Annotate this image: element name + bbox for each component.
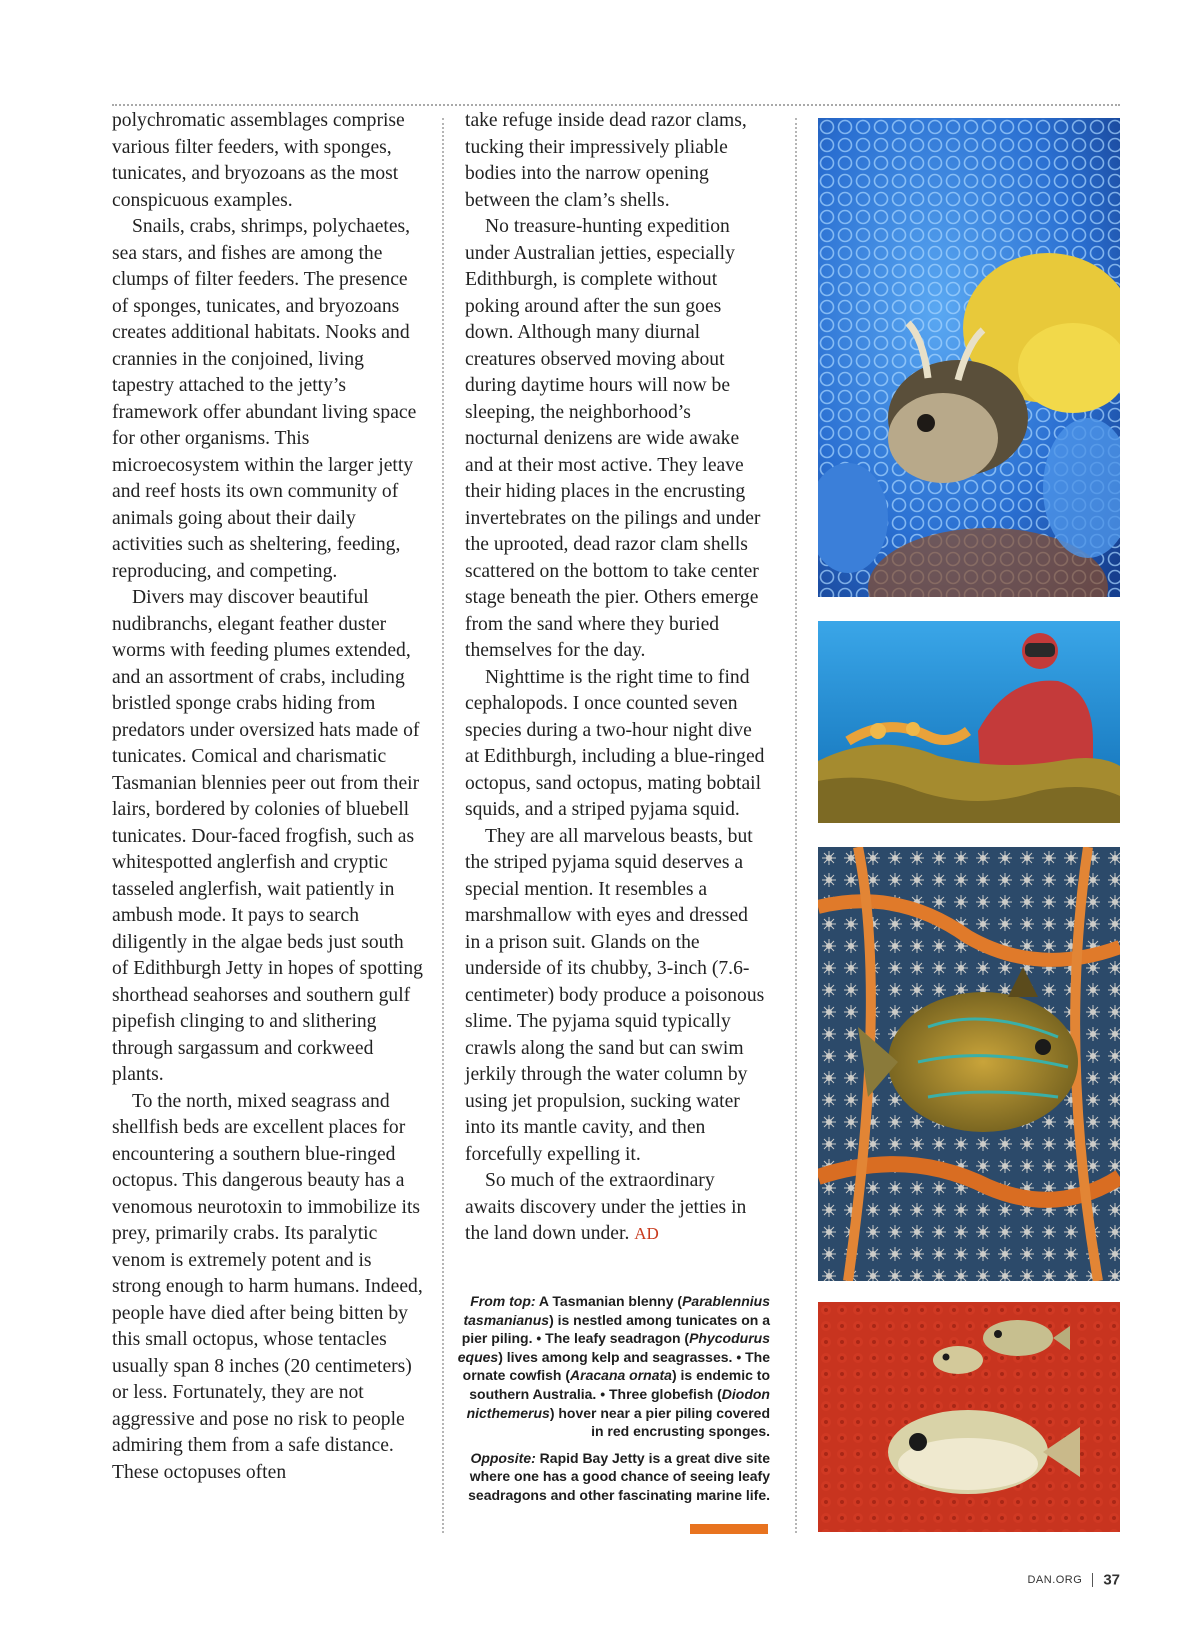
column-divider bbox=[795, 118, 797, 1533]
species-name: Parablennius tasmanianus bbox=[463, 1293, 770, 1328]
paragraph: Divers may discover beautiful nudibranchs, elegant feather duster worms with feeding plumes extended, and an assortment of crabs, including bristled sponge crabs hiding from predators under oversized hats made of tunicates. Comical and charismatic Tasmanian blennies peer out from their lairs, bordered by colonies of bluebell tunicates. Dour-faced frogfish, such as whitespotted anglerfish and cryptic tasseled anglerfish, wait patiently in ambush mode. It pays to search diligently in the algae beds just south of Edithburgh Jetty in hopes of spotting shorthead seahorses and southern gulf pipefish clinging to and slithering through sargassum and corkweed plants. bbox=[112, 587, 423, 1085]
caption-text: ) lives among kelp and seagrasses. • The ornate cowfish ( bbox=[462, 1348, 770, 1384]
cowfish-photo-illustration bbox=[818, 847, 1120, 1281]
caption-text: ) hover near a pier piling covered in red encrusting sponges. bbox=[549, 1404, 770, 1440]
end-mark: AD bbox=[634, 1224, 659, 1243]
paragraph: They are all marvelous beasts, but the striped pyjama squid deserves a special mention. It resembles a marshmallow with eyes and dressed in a prison suit. Glands on the underside of its chubby, 3-inch (7.6-centimeter) body produce a poisonous slime. The pyjama squid typically crawls along the sand but can swim jerkily through the water column by using jet propulsion, sucking water into its mantle cavity, and then forcefully expelling it. bbox=[465, 825, 765, 1165]
paragraph: No treasure-hunting expedition under Australian jetties, especially Edithburgh, is complete without poking around after the sun goes down. Although many diurnal creatures observed moving about during daytime hours will now be sleeping, the neighborhood’s nocturnal denizens are wide awake and at their most active. They leave their hiding places in the encrusting invertebrates on the pilings and under the uprooted, dead razor clam shells scattered on the bottom to take center stage beneath the pier. Others emerge from the sand where they buried themselves for the day. bbox=[465, 216, 761, 661]
site-name: DAN.ORG bbox=[1027, 1573, 1083, 1586]
page-number: 37 bbox=[1103, 1571, 1120, 1589]
footer-separator bbox=[1092, 1573, 1093, 1587]
paragraph bbox=[465, 1168, 765, 1248]
photo-caption bbox=[452, 1292, 770, 1513]
paragraph: Nighttime is the right time to find cephalopods. I once counted seven species during a two-hour night dive at Edithburgh, including a blue-ringed octopus, sand octopus, mating bobtail squids, and a striped pyjama squid. bbox=[465, 666, 765, 820]
accent-bar bbox=[690, 1524, 768, 1534]
globefish-photo-illustration bbox=[818, 1302, 1120, 1532]
paragraph: polychromatic assemblages comprise various filter feeders, with sponges, tunicates, and bryozoans as the most conspicuous examples. bbox=[112, 110, 405, 211]
paragraph: take refuge inside dead razor clams, tucking their impressively pliable bodies into the narrow opening between the clam’s shells. bbox=[465, 110, 747, 211]
photo-tasmanian-blenny bbox=[818, 118, 1120, 597]
paragraph-text: So much of the extraordinary awaits discovery under the jetties in the land down under. bbox=[465, 1170, 747, 1244]
caption-text: A Tasmanian blenny ( bbox=[535, 1293, 683, 1309]
species-name: Aracana ornata bbox=[570, 1367, 672, 1384]
page-footer bbox=[1027, 1571, 1120, 1589]
photo-globefish bbox=[818, 1302, 1120, 1532]
caption-opposite bbox=[452, 1449, 770, 1505]
caption-text: ) is nestled among tunicates on a pier piling. • The leafy seadragon ( bbox=[461, 1311, 770, 1347]
column-divider bbox=[442, 118, 444, 1533]
caption-text: ) is endemic to southern Australia. • Three globefish ( bbox=[469, 1367, 770, 1402]
species-name: Diodon nicthemerus bbox=[466, 1385, 770, 1421]
paragraph: To the north, mixed seagrass and shellfish beds are excellent places for encountering a southern blue-ringed octopus. This dangerous beauty has a venomous neurotoxin to immobilize its prey, primarily crabs. Its paralytic venom is extremely potent and is strong enough to harm humans. Indeed, people have died after being bitten by this small octopus, whose tentacles usually span 8 inches (20 centimeters) or less. Fortunately, they are not aggressive and pose no risk to people admiring them from a safe distance. These octopuses often bbox=[112, 1090, 423, 1483]
photo-leafy-seadragon bbox=[818, 621, 1120, 823]
photo-ornate-cowfish bbox=[818, 847, 1120, 1281]
caption-from-top bbox=[452, 1292, 770, 1441]
blenny-photo-illustration bbox=[818, 118, 1120, 597]
paragraph: Snails, crabs, shrimps, polychaetes, sea stars, and fishes are among the clumps of filter feeders. The presence of sponges, tunicates, and bryozoans creates additional habitats. Nooks and crannies in the conjoined, living tapestry attached to the jetty’s framework offer abundant living space for other organisms. This microecosystem within the larger jetty and reef hosts its own community of animals going about their daily activities such as sheltering, feeding, reproducing, and competing. bbox=[112, 216, 417, 582]
caption-text: Rapid Bay Jetty is a great dive site where one has a good chance of seeing leafy seadragons and other fascinating marine life. bbox=[468, 1449, 770, 1503]
species-name: Phycodurus eques bbox=[457, 1330, 770, 1365]
top-rule bbox=[112, 104, 1120, 106]
article-column-1 bbox=[112, 108, 424, 1486]
article-column-2 bbox=[465, 108, 765, 1248]
caption-lead: Opposite: bbox=[470, 1449, 536, 1466]
seadragon-photo-illustration bbox=[818, 621, 1120, 823]
caption-lead: From top: bbox=[470, 1293, 536, 1309]
